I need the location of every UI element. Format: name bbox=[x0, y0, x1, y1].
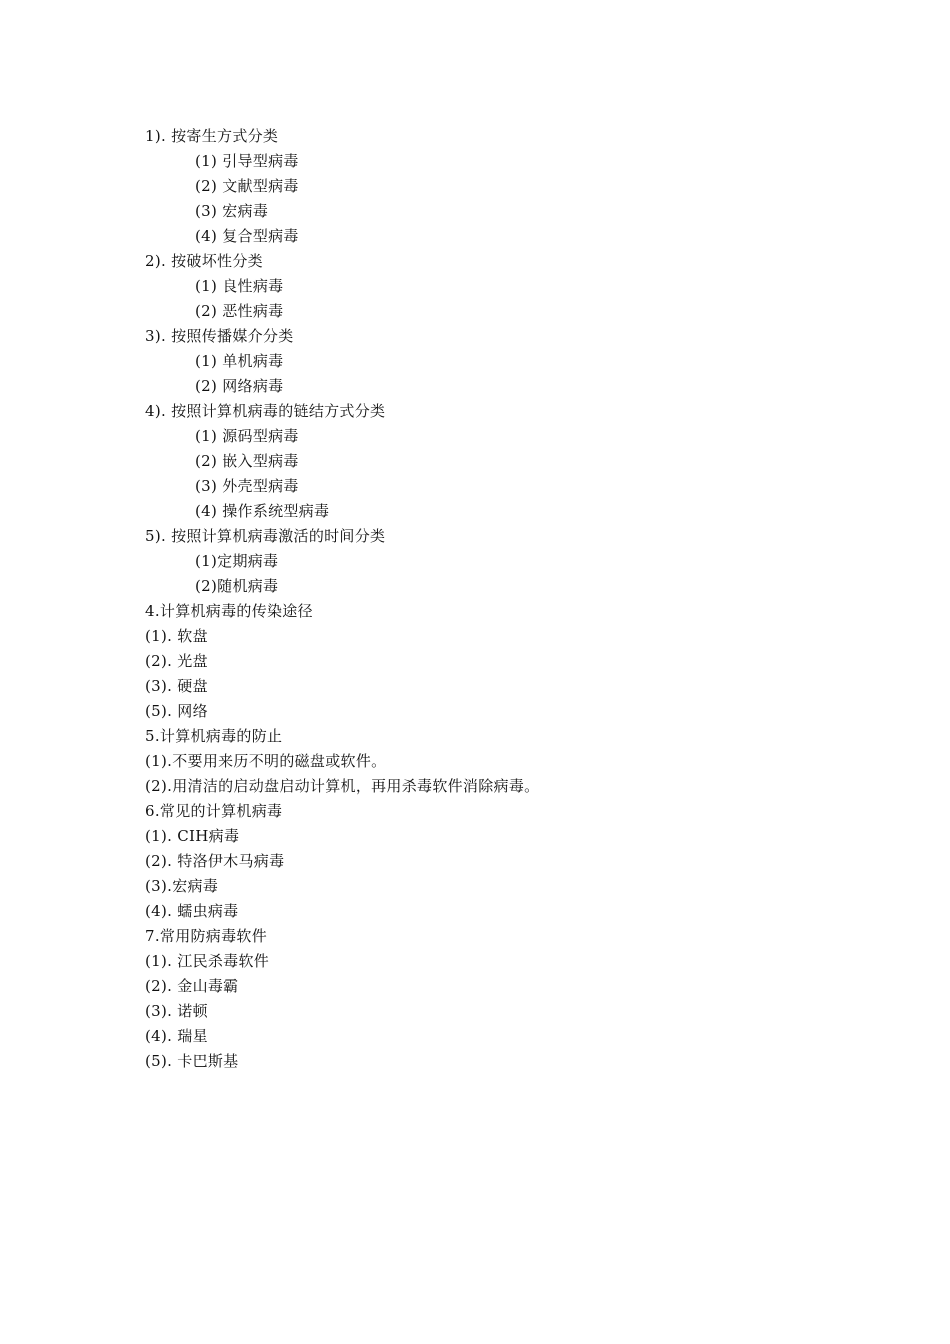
list-item: (1). 软盘 bbox=[145, 627, 208, 645]
list-item: (4). 蠕虫病毒 bbox=[145, 902, 239, 920]
document-body bbox=[145, 124, 845, 1074]
list-subitem: (1) 良性病毒 bbox=[195, 277, 284, 295]
list-item: (1). 江民杀毒软件 bbox=[145, 952, 270, 970]
list-subitem: (2) 嵌入型病毒 bbox=[195, 452, 299, 470]
list-item: 6.常见的计算机病毒 bbox=[145, 802, 283, 820]
list-item: (2). 金山毒霸 bbox=[145, 977, 239, 995]
list-item: (2).用清洁的启动盘启动计算机，再用杀毒软件消除病毒。 bbox=[145, 777, 540, 795]
list-subitem: (2) 网络病毒 bbox=[195, 377, 284, 395]
list-subitem: (1) 单机病毒 bbox=[195, 352, 284, 370]
list-item: (3). 诺顿 bbox=[145, 1002, 208, 1020]
list-subitem: (3) 宏病毒 bbox=[195, 202, 269, 220]
list-item: (3). 硬盘 bbox=[145, 677, 208, 695]
list-item: 5). 按照计算机病毒激活的时间分类 bbox=[145, 527, 386, 545]
list-item: (2). 光盘 bbox=[145, 652, 208, 670]
list-subitem: (4) 操作系统型病毒 bbox=[195, 502, 330, 520]
list-subitem: (3) 外壳型病毒 bbox=[195, 477, 299, 495]
list-item: (1).不要用来历不明的磁盘或软件。 bbox=[145, 752, 387, 770]
list-subitem: (2) 恶性病毒 bbox=[195, 302, 284, 320]
list-subitem: (1)定期病毒 bbox=[195, 552, 279, 570]
list-subitem: (1) 引导型病毒 bbox=[195, 152, 299, 170]
list-subitem: (4) 复合型病毒 bbox=[195, 227, 299, 245]
list-item: 2). 按破坏性分类 bbox=[145, 252, 263, 270]
list-item: (5). 网络 bbox=[145, 702, 208, 720]
list-subitem: (2)随机病毒 bbox=[195, 577, 279, 595]
list-item: (2). 特洛伊木马病毒 bbox=[145, 852, 285, 870]
list-item: 1). 按寄生方式分类 bbox=[145, 127, 279, 145]
list-subitem: (1) 源码型病毒 bbox=[195, 427, 299, 445]
list-item: 5.计算机病毒的防止 bbox=[145, 727, 283, 745]
list-item: 4.计算机病毒的传染途径 bbox=[145, 602, 313, 620]
list-item: 3). 按照传播媒介分类 bbox=[145, 327, 294, 345]
list-item: (1). CIH病毒 bbox=[145, 827, 240, 845]
list-item: (3).宏病毒 bbox=[145, 877, 219, 895]
list-item: 4). 按照计算机病毒的链结方式分类 bbox=[145, 402, 386, 420]
list-item: 7.常用防病毒软件 bbox=[145, 927, 268, 945]
list-subitem: (2) 文献型病毒 bbox=[195, 177, 299, 195]
list-item: (4). 瑞星 bbox=[145, 1027, 208, 1045]
list-item: (5). 卡巴斯基 bbox=[145, 1052, 239, 1070]
